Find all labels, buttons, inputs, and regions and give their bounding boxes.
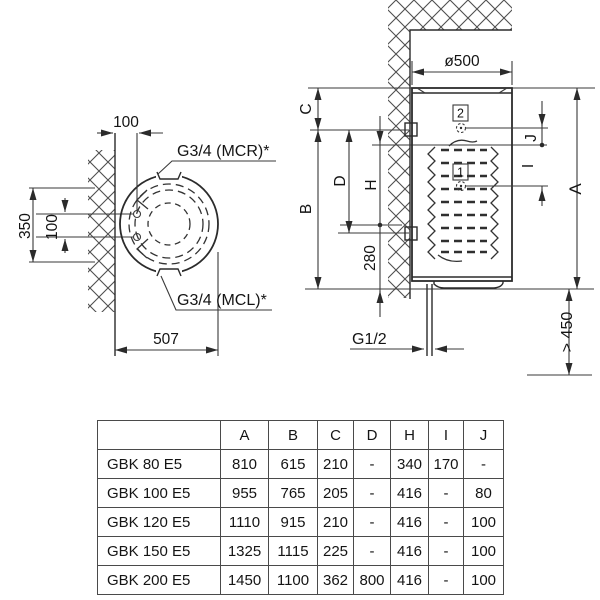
table-row	[98, 537, 504, 566]
value-cell: 810	[221, 450, 269, 479]
value-cell: 955	[221, 479, 269, 508]
model-cell: GBK 200 E5	[98, 566, 221, 595]
header-H: H	[391, 421, 429, 450]
value-cell: 416	[391, 508, 429, 537]
value-cell: 205	[318, 479, 354, 508]
value-cell: -	[464, 450, 504, 479]
dim-J	[523, 101, 544, 147]
table-row	[98, 479, 504, 508]
value-cell: 340	[391, 450, 429, 479]
dim-I	[520, 164, 542, 206]
dim-hook-gap	[44, 198, 65, 253]
value-cell: 416	[391, 566, 429, 595]
wall-hatch	[88, 150, 115, 312]
value-cell: 80	[464, 479, 504, 508]
model-cell: GBK 100 E5	[98, 479, 221, 508]
header-A: A	[221, 421, 269, 450]
bottom-dish	[434, 281, 503, 288]
svg-text:280: 280	[362, 245, 379, 271]
value-cell: 615	[269, 450, 318, 479]
model-cell: GBK 150 E5	[98, 537, 221, 566]
value-cell: -	[429, 508, 464, 537]
header-B: B	[269, 421, 318, 450]
callout-upper-connection	[453, 105, 548, 133]
svg-text:> 450: > 450	[559, 311, 576, 353]
svg-text:J: J	[523, 134, 540, 142]
svg-text:A: A	[566, 183, 585, 195]
svg-text:B: B	[298, 203, 315, 215]
dim-D	[332, 130, 349, 233]
dim-floor-clearance	[559, 289, 576, 375]
dim-B	[298, 130, 318, 289]
value-cell: -	[354, 537, 391, 566]
value-cell: 915	[269, 508, 318, 537]
dim-H	[363, 116, 382, 227]
value-cell: -	[354, 508, 391, 537]
svg-text:2: 2	[457, 106, 464, 121]
value-cell: 100	[464, 508, 504, 537]
coil-bottom-pipe	[438, 255, 462, 261]
dimensions-table	[97, 420, 504, 595]
table-row	[98, 508, 504, 537]
value-cell: -	[354, 479, 391, 508]
model-cell: GBK 80 E5	[98, 450, 221, 479]
header-D: D	[354, 421, 391, 450]
value-cell: 100	[464, 537, 504, 566]
value-cell: 800	[354, 566, 391, 595]
label-drain-thread: G1/2	[352, 331, 387, 348]
header-I: I	[429, 421, 464, 450]
value-cell: 1325	[221, 537, 269, 566]
heat-exchanger-coil	[428, 140, 498, 261]
svg-text:100: 100	[113, 114, 139, 131]
svg-text:507: 507	[153, 331, 179, 348]
table-row	[98, 450, 504, 479]
svg-text:350: 350	[17, 213, 34, 239]
svg-text:1: 1	[457, 165, 464, 180]
tank-top-outline	[120, 168, 218, 280]
value-cell: 1450	[221, 566, 269, 595]
model-cell: GBK 120 E5	[98, 508, 221, 537]
value-cell: 416	[391, 479, 429, 508]
header-model	[98, 421, 221, 450]
table-row	[98, 566, 504, 595]
value-cell: 1110	[221, 508, 269, 537]
value-cell: 1115	[269, 537, 318, 566]
svg-text:100: 100	[44, 214, 61, 240]
value-cell: -	[429, 566, 464, 595]
dim-A	[566, 88, 585, 289]
svg-text:C: C	[298, 103, 315, 115]
svg-text:I: I	[520, 163, 537, 169]
value-cell: 416	[391, 537, 429, 566]
dim-diameter	[412, 53, 512, 85]
svg-text:D: D	[332, 175, 349, 187]
value-cell: 225	[318, 537, 354, 566]
value-cell: 170	[429, 450, 464, 479]
side-view-diagram	[298, 0, 595, 375]
label-mcl: G3/4 (MCL)*	[177, 292, 267, 309]
header-J: J	[464, 421, 504, 450]
dim-C	[298, 88, 318, 130]
value-cell: 1100	[269, 566, 318, 595]
svg-text:ø500: ø500	[444, 53, 480, 70]
top-view-diagram	[17, 114, 276, 356]
dim-bottom-offset	[362, 225, 380, 317]
value-cell: 765	[269, 479, 318, 508]
value-cell: 210	[318, 508, 354, 537]
value-cell: -	[354, 450, 391, 479]
table-header-row	[98, 421, 504, 450]
value-cell: -	[429, 537, 464, 566]
header-C: C	[318, 421, 354, 450]
value-cell: 100	[464, 566, 504, 595]
svg-text:H: H	[363, 179, 380, 191]
value-cell: -	[429, 479, 464, 508]
value-cell: 362	[318, 566, 354, 595]
label-mcr: G3/4 (MCR)*	[177, 143, 270, 160]
value-cell: 210	[318, 450, 354, 479]
